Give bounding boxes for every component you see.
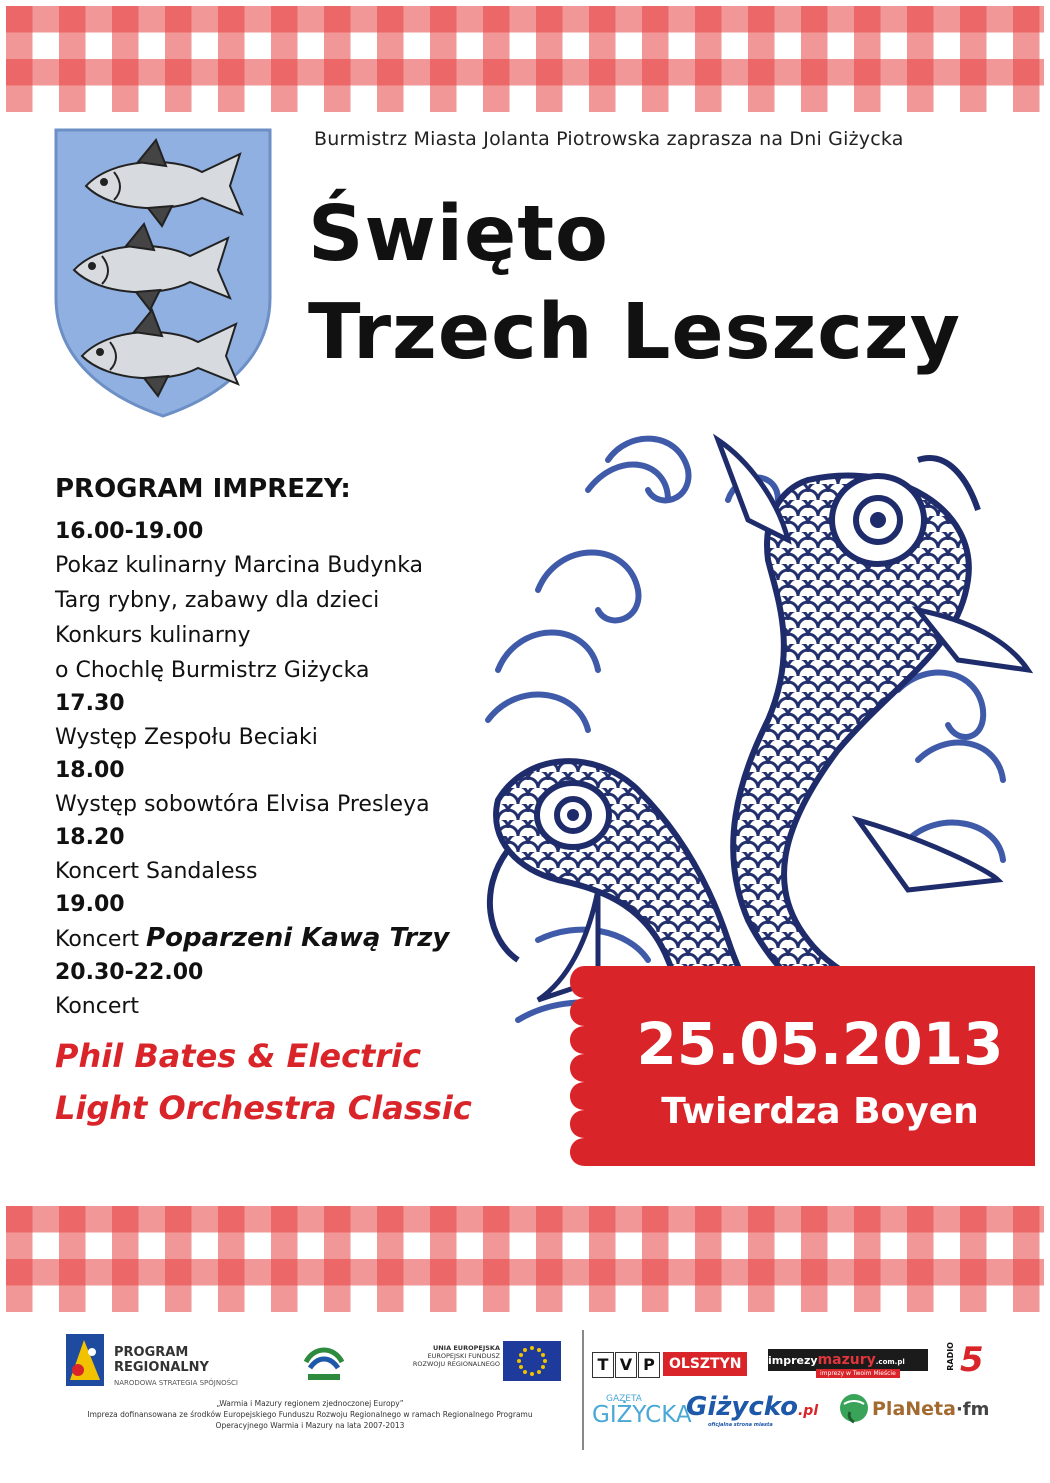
headliner-line-2: Light Orchestra Classic <box>55 1089 472 1127</box>
invitation-text: Burmistrz Miasta Jolanta Piotrowska zaprasza na Dni Giżycka <box>314 128 904 150</box>
radio-5-logo: 5 <box>960 1340 984 1380</box>
tvp-letter: P <box>638 1352 660 1378</box>
checkered-border-top <box>6 6 1044 112</box>
program-desc: Koncert Sandaless <box>55 859 258 884</box>
program-item <box>55 516 525 688</box>
program-item <box>55 822 525 889</box>
event-info <box>610 1004 1030 1140</box>
program-desc: Występ sobowtóra Elvisa Presleya <box>55 792 430 817</box>
program-item <box>55 688 525 755</box>
gizycko-domain: .pl <box>797 1403 819 1419</box>
coat-of-arms-icon <box>52 128 274 418</box>
program-highlight: Poparzeni Kawą Trzy <box>146 923 450 953</box>
domain-part: .com.pl <box>875 1358 905 1366</box>
program-desc: o Chochlę Burmistrz Giżycka <box>55 658 370 683</box>
program-desc: Konkurs kulinarny <box>55 623 251 648</box>
warmia-mazury-logo-icon <box>300 1338 348 1384</box>
planeta-globe-icon <box>838 1392 870 1424</box>
tvp-letter: V <box>615 1352 637 1378</box>
gizycko-pl-logo <box>686 1392 819 1428</box>
gazeta-gizycka-logo <box>592 1394 692 1426</box>
program-regionalny-line-2: REGIONALNY <box>114 1360 209 1375</box>
program-regionalny-title <box>114 1345 209 1375</box>
funding-note-line-1: „Warmia i Mazury regionem zjednoczonej Europy” <box>216 1399 404 1408</box>
program-list <box>55 474 525 1134</box>
planeta-fm: ·fm <box>955 1399 990 1420</box>
program-desc: Targ rybny, zabawy dla dzieci <box>55 588 380 613</box>
gizycko-name: Giżycko <box>686 1392 798 1422</box>
strategy-text: NARODOWA STRATEGIA SPÓJNOŚCI <box>114 1379 238 1387</box>
program-time: 17.30 <box>55 691 125 716</box>
imprezy-mazury-logo <box>768 1349 932 1381</box>
headliner <box>55 1030 525 1134</box>
imprezy-mazury-name <box>768 1349 928 1371</box>
event-venue: Twierdza Boyen <box>661 1091 979 1132</box>
funding-note-line-3: Operacyjnego Warmia i Mazury na lata 2007-2013 <box>215 1421 405 1430</box>
program-heading: PROGRAM IMPREZY: <box>55 474 351 504</box>
tvp-letter: T <box>592 1352 614 1378</box>
program-regionalny-logo-icon <box>62 1330 108 1390</box>
headliner-line-1: Phil Bates & Electric <box>55 1037 422 1075</box>
program-desc: Koncert <box>55 994 140 1019</box>
imprezy-part: imprezy <box>768 1354 818 1367</box>
planeta-name: PlaNeta <box>872 1398 956 1420</box>
funding-note <box>40 1398 580 1431</box>
eu-flag-icon <box>503 1341 561 1381</box>
planeta-fm-logo <box>872 1398 989 1420</box>
eu-fund-text <box>404 1344 500 1368</box>
program-desc-prefix: Koncert <box>55 927 140 952</box>
eu-line-3: ROZWOJU REGIONALNEGO <box>412 1360 500 1368</box>
footer-divider <box>582 1330 584 1450</box>
tvp-region: OLSZTYN <box>663 1352 747 1376</box>
title-line-1: Święto <box>308 190 609 279</box>
program-item <box>55 957 525 1024</box>
program-regionalny-line-1: PROGRAM <box>114 1345 189 1360</box>
program-desc: Występ Zespołu Beciaki <box>55 725 318 750</box>
program-item <box>55 755 525 822</box>
page-title <box>308 186 961 382</box>
program-time: 18.00 <box>55 758 125 783</box>
program-time: 20.30-22.00 <box>55 960 204 985</box>
program-desc <box>55 921 525 957</box>
checkered-border-bottom <box>6 1206 1044 1312</box>
mazury-part: mazury <box>817 1352 876 1368</box>
gazeta-bottom: GIŻYCKA <box>592 1402 692 1428</box>
gazeta-top: GAZETA <box>606 1394 642 1404</box>
radio-label: RADIO <box>946 1342 955 1371</box>
program-time: 19.00 <box>55 892 125 917</box>
eu-line-2: EUROPEJSKI FUNDUSZ <box>427 1352 500 1360</box>
tvp-olsztyn-logo <box>592 1352 747 1378</box>
imprezy-tagline: imprezy w Twoim Mieście <box>816 1369 900 1378</box>
gizycko-tagline: oficjalna strona miasta <box>708 1422 773 1428</box>
program-time: 16.00-19.00 <box>55 519 204 544</box>
event-date: 25.05.2013 <box>636 1010 1004 1078</box>
program-desc: Pokaz kulinarny Marcina Budynka <box>55 553 424 578</box>
program-item <box>55 889 525 957</box>
eu-line-1: UNIA EUROPEJSKA <box>432 1344 500 1352</box>
funding-note-line-2: Impreza dofinansowana ze środków Europejskiego Funduszu Rozwoju Regionalnego w ramach Regionalnego Programu <box>87 1410 533 1419</box>
title-line-2: Trzech Leszczy <box>308 288 961 377</box>
program-time: 18.20 <box>55 825 125 850</box>
